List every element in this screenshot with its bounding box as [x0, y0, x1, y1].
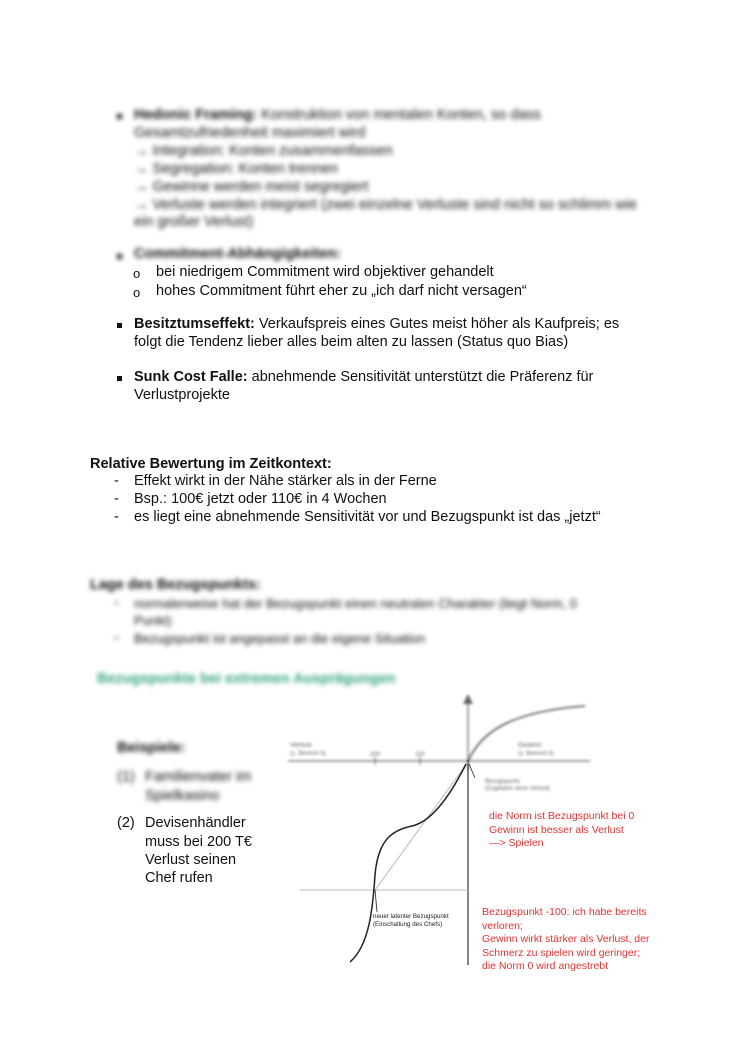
latent-label-line1: neuer latenter Bezugspunkt [373, 913, 449, 920]
beispiele-heading: Beispiele: [117, 740, 186, 756]
annotation-bezug [482, 906, 649, 974]
besitz-line1 [134, 315, 619, 334]
hedonic-title-rest: Konstruktion von mentalen Konten, so dass [257, 107, 541, 123]
sunk-line2: Verlustprojekte [134, 387, 230, 403]
tick-200-label: 200 [370, 752, 381, 758]
lage-item2: Bezugspunkt ist angepasst an die eigene Situation [134, 631, 426, 646]
hedonic-item: → Integration: Konten zusammenfassen [134, 143, 393, 159]
relative-item: Bsp.: 100€ jetzt oder 110€ in 4 Wochen [134, 491, 387, 507]
hedonic-line2: Gesamtzufriedenheit maximiert wird [134, 125, 366, 141]
example-2-line: Chef rufen [145, 870, 213, 886]
latent-label-line2: (Einschaltung des Chefs) [373, 921, 443, 928]
loss-curve [350, 764, 466, 962]
bullet-square-icon [117, 323, 122, 328]
bullet-dash-icon: - [114, 509, 119, 525]
bullet-circle-icon: o [133, 266, 141, 281]
tick-100-label: 100 [415, 752, 426, 758]
relative-item: es liegt eine abnehmende Sensitivität vor und Bezugspunkt ist das „jetzt“ [134, 509, 601, 525]
hedonic-title: Hedonic Framing: [134, 107, 258, 123]
annotation-line: Gewinn ist besser als Verlust [489, 823, 624, 836]
bullet-circle-icon: o [133, 285, 141, 300]
extreme-heading: Bezugspunkte bei extremen Ausprägungen [97, 671, 396, 687]
y-axis-arrow-icon [463, 694, 473, 704]
bullet-square-icon [117, 254, 122, 259]
example-2-number: (2) [117, 815, 135, 831]
besitz-rest: Verkaufspreis eines Gutes meist höher als Kaufpreis; es [254, 316, 620, 332]
commitment-item: hohes Commitment führt eher zu „ich darf nicht versagen“ [156, 283, 527, 299]
hedonic-item: → Gewinne werden meist segregiert [134, 179, 369, 195]
annotation-line: —> Spielen [489, 837, 544, 849]
bezug-label-line1: Bezugspunkt [485, 779, 520, 785]
relative-heading: Relative Bewertung im Zeitkontext: [90, 456, 332, 472]
commitment-title: Commitment-Abhängigkeiten: [134, 246, 342, 262]
lage-item1-line2: Punkt) [134, 613, 172, 628]
besitz-line2: folgt die Tendenz lieber alles beim alten zu lassen (Status quo Bias) [134, 334, 569, 350]
example-2-line: Devisenhändler [145, 815, 246, 831]
verlust-label: Verlust [290, 742, 312, 749]
gewinn-label: Gewinn [518, 742, 542, 749]
lage-item1-line1: normalerweise hat der Bezugspunkt einen neutralen Charakter (liegt Norm, 0 [134, 596, 577, 611]
hedonic-item: ein großer Verlust) [134, 214, 254, 230]
example-1-number: (1) [117, 769, 135, 785]
diagonal-guide [375, 762, 468, 890]
example-2-line: muss bei 200 T€ [145, 834, 252, 850]
annotation-line: die Norm 0 wird angestrebt [482, 960, 609, 972]
commitment-item: bei niedrigem Commitment wird objektiver gehandelt [156, 264, 494, 280]
bullet-dash-icon: - [114, 595, 119, 611]
sunk-title: Sunk Cost Falle: [134, 369, 248, 385]
example-2-line: Verlust seinen [145, 852, 237, 868]
lage-heading: Lage des Bezugspunkts: [90, 577, 261, 593]
hedonic-item: → Segregation: Konten trennen [134, 161, 338, 177]
annotation-line: verloren; [482, 919, 523, 932]
gewinn-sub-label: (z. Bereich II) [518, 751, 554, 757]
diagram-upper-blurred [288, 694, 590, 792]
annotation-line: Bezugspunkt -100: ich habe bereits [482, 906, 647, 918]
annotation-line: die Norm ist Bezugspunkt bei 0 [489, 810, 635, 822]
latent-pointer [375, 890, 377, 912]
bezug-label-line2: (Zugewinn ohne Verlust) [485, 786, 551, 792]
example-1-line2: Spielkasino [145, 788, 220, 804]
bullet-dash-icon: - [114, 491, 119, 507]
hedonic-item: → Verluste werden integriert (zwei einzelne Verluste sind nicht so schlimm wie [134, 197, 637, 213]
bezug-pointer [469, 764, 475, 778]
hedonic-line1 [134, 106, 541, 125]
sunk-rest: abnehmende Sensitivität unterstützt die Präferenz für [247, 369, 594, 385]
relative-item: Effekt wirkt in der Nähe stärker als in der Ferne [134, 473, 437, 489]
bullet-square-icon [117, 114, 122, 119]
annotation-line: Gewinn wirkt stärker als Verlust, der [482, 933, 650, 945]
bullet-square-icon [117, 376, 122, 381]
verlust-sub-label: (z. Bereich II) [290, 751, 326, 757]
bullet-dash-icon: - [114, 630, 119, 646]
annotation-norm [489, 810, 634, 851]
besitz-title: Besitztumseffekt: [134, 316, 255, 332]
annotation-line: Schmerz zu spielen wird geringer; [482, 946, 641, 959]
example-1-line1: Familienvater im [145, 769, 252, 785]
bullet-dash-icon: - [114, 473, 119, 489]
sunk-line1 [134, 368, 593, 387]
